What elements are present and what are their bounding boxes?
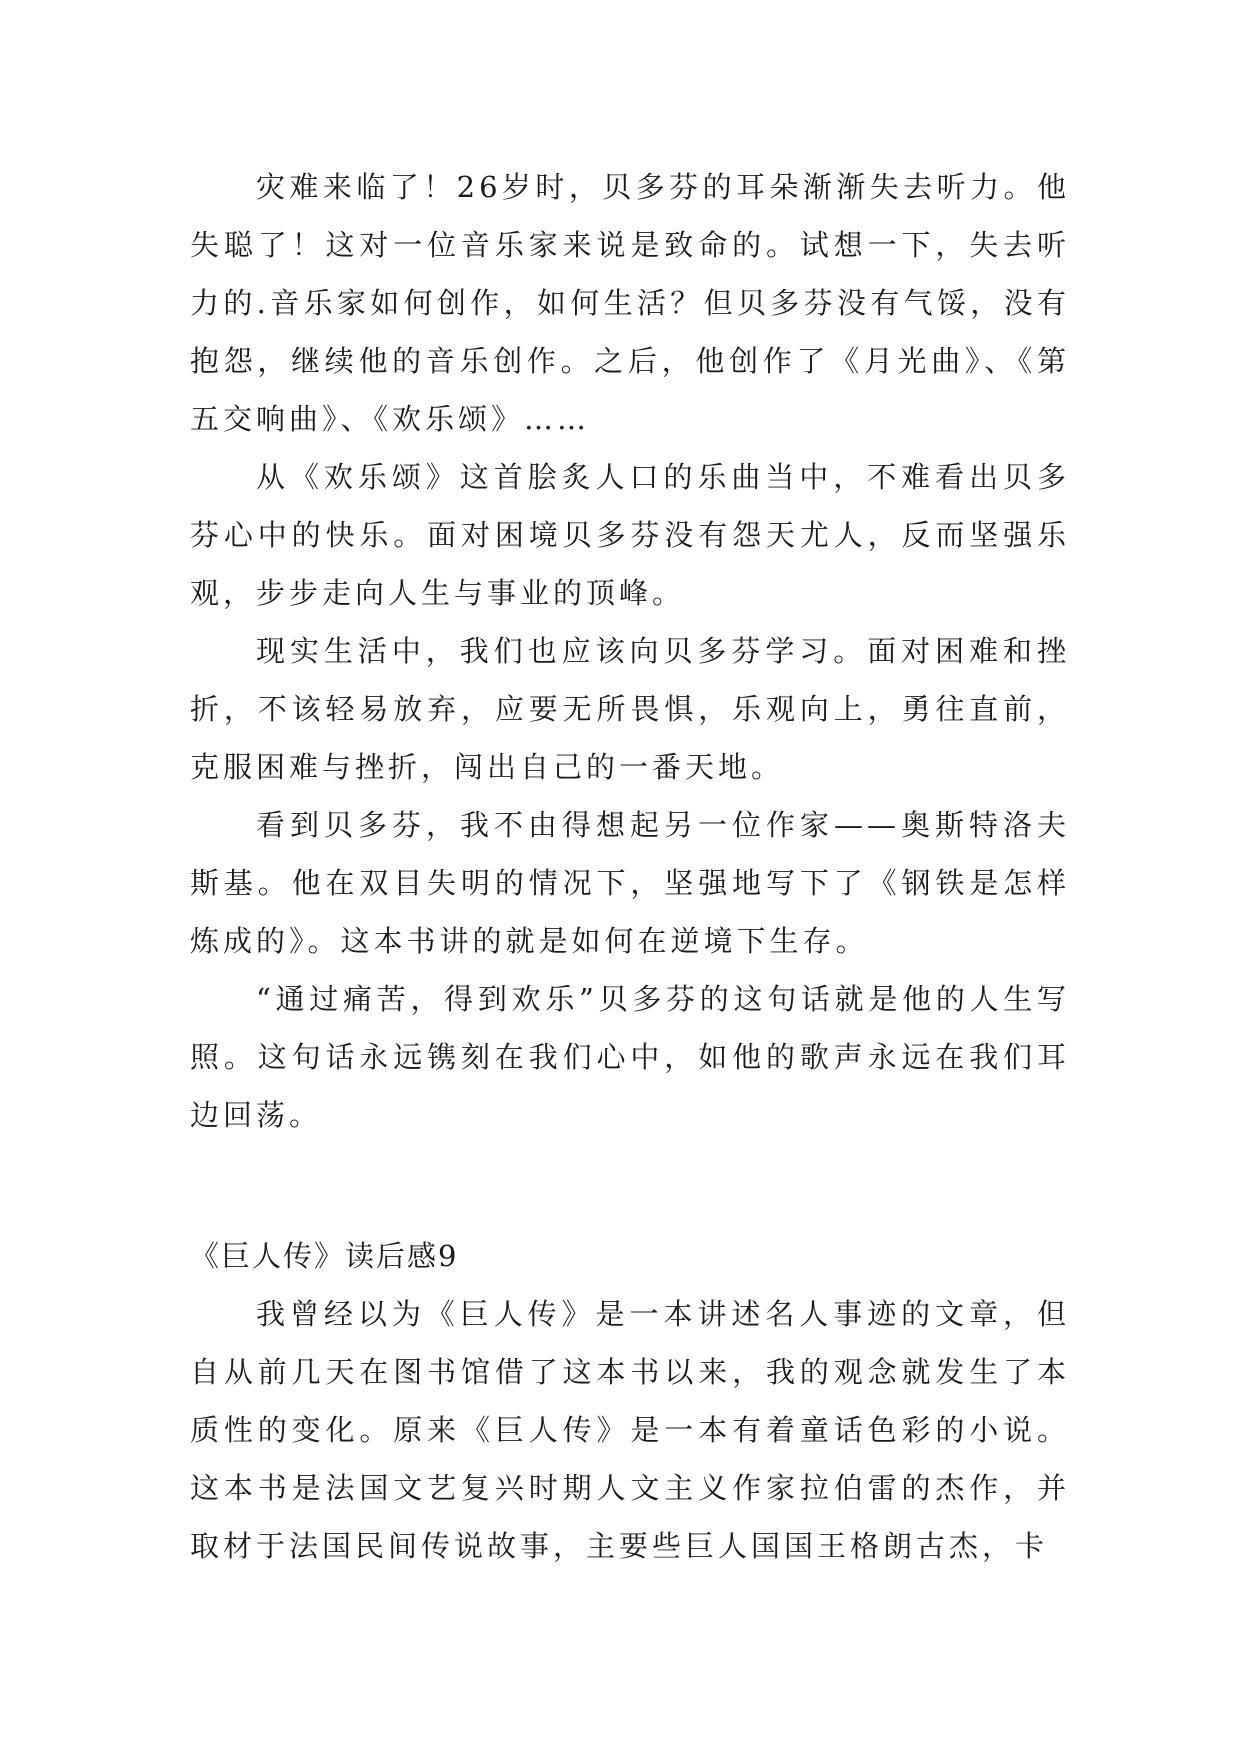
paragraph: 灾难来临了！26岁时，贝多芬的耳朵渐渐失去听力。他失聪了！这对一位音乐家来说是致命的。试想一下，失去听力的.音乐家如何创作，如何生活？但贝多芬没有气馁，没有抱怨，继续他的音乐创作。之后，他创作了《月光曲》、《第五交响曲》、《欢乐颂》…… (190, 170, 1070, 436)
section-heading: 《巨人传》读后感9 (190, 1239, 459, 1273)
document-body (190, 158, 1070, 1575)
paragraph: 看到贝多芬，我不由得想起另一位作家——奥斯特洛夫斯基。他在双目失明的情况下，坚强地写下了《钢铁是怎样炼成的》。这本书讲的就是如何在逆境下生存。 (190, 808, 1070, 958)
paragraph: 从《欢乐颂》这首脍炙人口的乐曲当中，不难看出贝多芬心中的快乐。面对困境贝多芬没有怨天尤人，反而坚强乐观，步步走向人生与事业的顶峰。 (190, 460, 1070, 610)
paragraph: 现实生活中，我们也应该向贝多芬学习。面对困难和挫折，不该轻易放弃，应要无所畏惧，乐观向上，勇往直前，克服困难与挫折，闯出自己的一番天地。 (190, 634, 1070, 784)
paragraph: “通过痛苦，得到欢乐”贝多芬的这句话就是他的人生写照。这句话永远镌刻在我们心中，如他的歌声永远在我们耳边回荡。 (190, 982, 1070, 1132)
paragraph: 我曾经以为《巨人传》是一本讲述名人事迹的文章，但自从前几天在图书馆借了这本书以来，我的观念就发生了本质性的变化。原来《巨人传》是一本有着童话色彩的小说。这本书是法国文艺复兴时期人文主义作家拉伯雷的杰作，并取材于法国民间传说故事，主要些巨人国国王格朗古杰，卡 (190, 1297, 1070, 1563)
